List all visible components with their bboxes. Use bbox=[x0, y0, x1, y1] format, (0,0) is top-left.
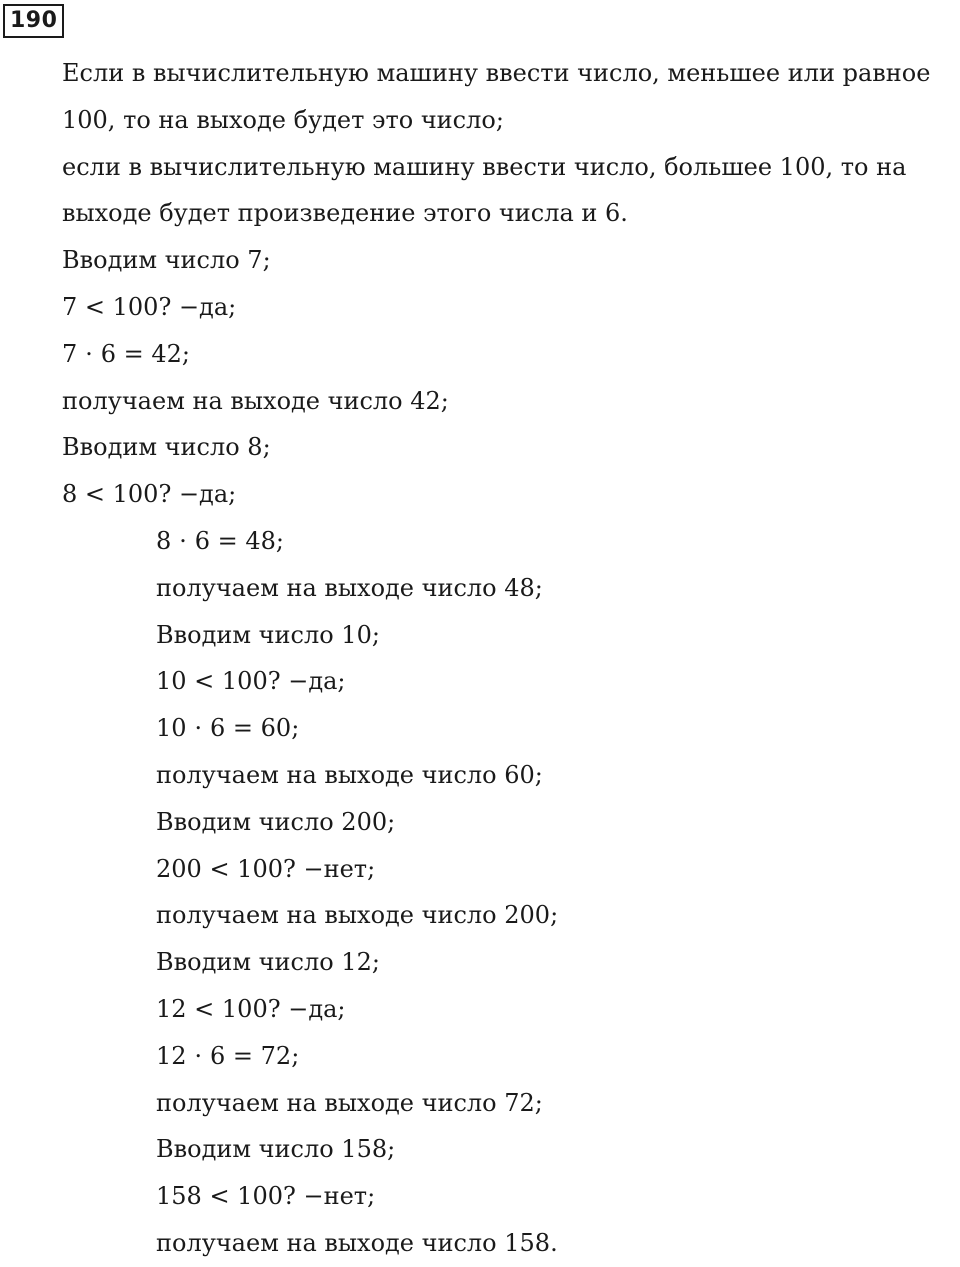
solution-line: Если в вычислительную машину ввести число, меньшее или равное bbox=[62, 59, 931, 87]
solution-line: получаем на выходе число 48; bbox=[156, 573, 543, 602]
solution-line: 200 < 100? −нет; bbox=[156, 854, 376, 883]
solution-line: Вводим число 200; bbox=[156, 807, 396, 836]
problem-number-badge: 190 bbox=[3, 4, 64, 38]
solution-line: если в вычислительную машину ввести число, большее 100, то на bbox=[62, 152, 907, 181]
solution-line: Вводим число 8; bbox=[62, 433, 271, 462]
solution-line: получаем на выходе число 200; bbox=[156, 901, 559, 930]
solution-text bbox=[62, 50, 952, 1267]
solution-line: 10 ⋅ 6 = 60; bbox=[156, 714, 300, 743]
solution-line: получаем на выходе число 60; bbox=[156, 760, 543, 789]
solution-line: Вводим число 12; bbox=[156, 948, 380, 977]
solution-line: Вводим число 7; bbox=[62, 246, 271, 275]
solution-line: 12 ⋅ 6 = 72; bbox=[156, 1041, 300, 1070]
solution-line: 7 < 100? −да; bbox=[62, 292, 237, 321]
solution-line: 12 < 100? −да; bbox=[156, 994, 346, 1023]
solution-line: 158 < 100? −нет; bbox=[156, 1182, 376, 1211]
solution-line: 10 < 100? −да; bbox=[156, 667, 346, 696]
solution-line: выходе будет произведение этого числа и 6. bbox=[62, 199, 628, 228]
solution-line: 8 ⋅ 6 = 48; bbox=[156, 526, 285, 555]
solution-line: Вводим число 158; bbox=[156, 1135, 396, 1164]
solution-line: 100, то на выходе будет это число; bbox=[62, 105, 504, 134]
solution-line: получаем на выходе число 72; bbox=[156, 1088, 543, 1117]
solution-line: 7 ⋅ 6 = 42; bbox=[62, 339, 191, 368]
solution-line: получаем на выходе число 158. bbox=[156, 1228, 558, 1257]
solution-line: получаем на выходе число 42; bbox=[62, 386, 449, 415]
solution-line: 8 < 100? −да; bbox=[62, 480, 237, 509]
solution-line: Вводим число 10; bbox=[156, 620, 380, 649]
